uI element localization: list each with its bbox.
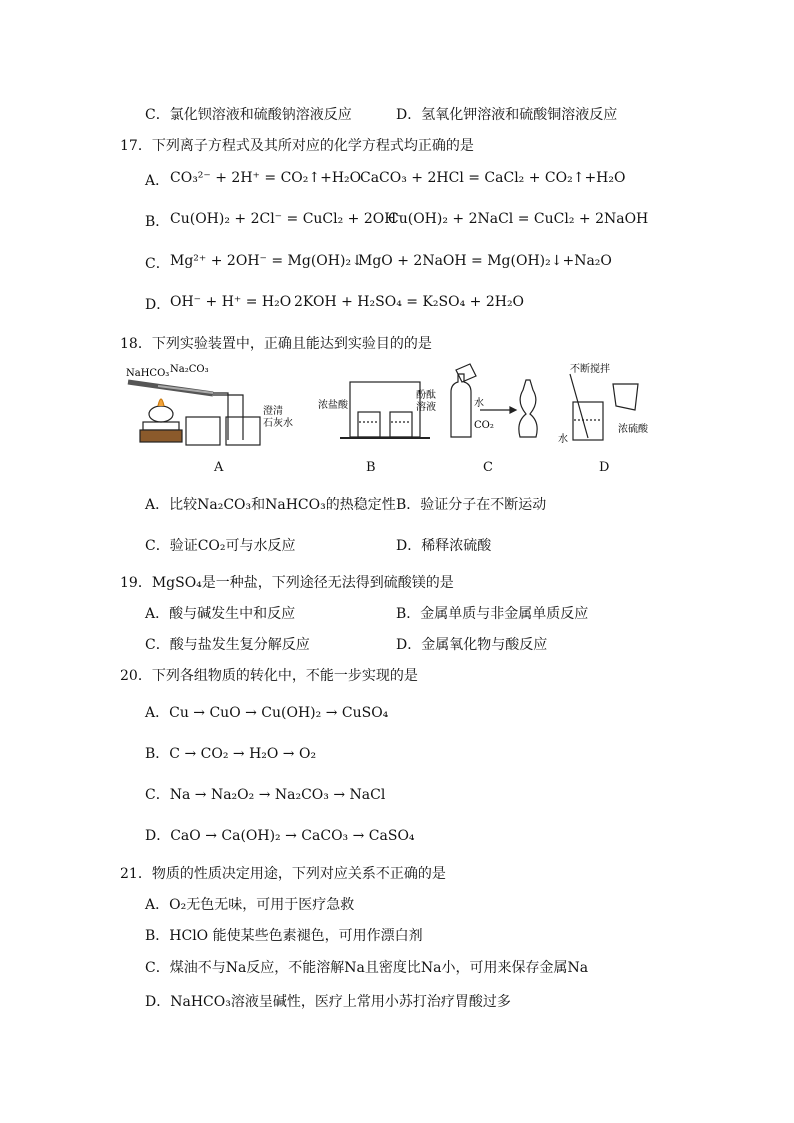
q19-option-d: D．金属氧化物与酸反应 bbox=[396, 637, 548, 653]
fig-d-label-water: 水 bbox=[558, 434, 568, 445]
fig-b-label-hcl: 浓盐酸 bbox=[318, 400, 348, 411]
q18-option-a: A．比较Na₂CO₃和NaHCO₃的热稳定性 bbox=[145, 497, 396, 513]
q21-option-b: B．HClO 能使某些色素褪色，可用作漂白剂 bbox=[145, 928, 423, 944]
fig-b-beaker-left bbox=[358, 412, 380, 437]
q17-option-b-chem: Cu(OH)₂ + 2NaCl = CuCl₂ + 2NaOH bbox=[388, 211, 649, 227]
fig-caption-a: A bbox=[214, 460, 224, 475]
fig-b-beaker-right bbox=[390, 412, 412, 437]
q18-option-c: C．验证CO₂可与水反应 bbox=[145, 538, 296, 554]
q21-option-a: A．O₂无色无味，可用于医疗急救 bbox=[145, 897, 355, 913]
fig-caption-d: D bbox=[599, 460, 610, 475]
fig-c-squeezed-bottle bbox=[519, 380, 537, 437]
q17-option-d-chem: 2KOH + H₂SO₄ = K₂SO₄ + 2H₂O bbox=[294, 294, 525, 310]
q18-apparatus-figure bbox=[118, 362, 658, 474]
fig-c-pouring-beaker bbox=[456, 364, 476, 382]
q17-option-a-ionic: CO₃²⁻ + 2H⁺ = CO₂↑+H₂O bbox=[170, 170, 362, 186]
q18-option-d: D．稀释浓硫酸 bbox=[396, 538, 492, 554]
fig-a-beaker-1 bbox=[186, 417, 220, 445]
fig-c-label-water: 水 bbox=[474, 398, 484, 409]
fig-a-stand-base bbox=[143, 422, 179, 430]
q17-option-a-chem: CaCO₃ + 2HCl = CaCl₂ + CO₂↑+H₂O bbox=[360, 170, 626, 186]
fig-c-label-co2: CO₂ bbox=[474, 420, 494, 431]
fig-a-label-na2co3: Na₂CO₃ bbox=[170, 364, 209, 375]
fig-c-bottle-1 bbox=[451, 374, 471, 437]
q19-option-b: B．金属单质与非金属单质反应 bbox=[396, 606, 589, 622]
q20-option-c: C．Na → Na₂O₂ → Na₂CO₃ → NaCl bbox=[145, 787, 386, 803]
fig-a-burner bbox=[149, 406, 173, 422]
q17-option-d-label: D． bbox=[145, 297, 171, 313]
q16-option-d: D．氢氧化钾溶液和硫酸铜溶液反应 bbox=[396, 107, 618, 123]
q20-option-b: B．C → CO₂ → H₂O → O₂ bbox=[145, 746, 317, 762]
q21-option-d: D．NaHCO₃溶液呈碱性，医疗上常用小苏打治疗胃酸过多 bbox=[145, 994, 511, 1010]
fig-caption-b: B bbox=[366, 460, 376, 475]
q21-stem: 21．物质的性质决定用途，下列对应关系不正确的是 bbox=[120, 866, 446, 882]
q16-option-c: C．氯化钡溶液和硫酸钠溶液反应 bbox=[145, 107, 352, 123]
q17-option-c-chem: MgO + 2NaOH = Mg(OH)₂↓+Na₂O bbox=[358, 253, 612, 269]
fig-b-bell-jar bbox=[350, 382, 420, 437]
fig-c-arrowhead bbox=[510, 407, 516, 413]
fig-b-label-phenol: 酚酞溶液 bbox=[416, 390, 436, 413]
q21-option-c: C．煤油不与Na反应，不能溶解Na且密度比Na小，可用来保存金属Na bbox=[145, 960, 589, 976]
q19-option-c: C．酸与盐发生复分解反应 bbox=[145, 637, 310, 653]
q18-stem: 18．下列实验装置中，正确且能达到实验目的的是 bbox=[120, 336, 432, 352]
fig-a-flame bbox=[158, 399, 164, 406]
q17-option-b-ionic: Cu(OH)₂ + 2Cl⁻ = CuCl₂ + 2OH⁻ bbox=[170, 211, 404, 227]
q19-option-a: A．酸与碱发生中和反应 bbox=[145, 606, 296, 622]
q19-stem: 19．MgSO₄是一种盐，下列途径无法得到硫酸镁的是 bbox=[120, 575, 454, 591]
fig-a-label-nahco3: NaHCO₃ bbox=[126, 368, 170, 379]
fig-d-label-stir: 不断搅拌 bbox=[570, 364, 610, 375]
q17-option-b-label: B． bbox=[145, 214, 170, 230]
fig-a-label-limewater: 澄清石灰水 bbox=[263, 406, 293, 429]
q20-stem: 20．下列各组物质的转化中，不能一步实现的是 bbox=[120, 668, 418, 684]
fig-a-wood-block bbox=[140, 430, 182, 442]
q17-option-c-label: C． bbox=[145, 256, 170, 272]
q18-option-b: B．验证分子在不断运动 bbox=[396, 497, 547, 513]
fig-d-beaker bbox=[573, 402, 603, 440]
q17-option-c-ionic: Mg²⁺ + 2OH⁻ = Mg(OH)₂↓ bbox=[170, 253, 363, 269]
fig-caption-c: C bbox=[483, 460, 493, 475]
q20-option-a: A．Cu → CuO → Cu(OH)₂ → CuSO₄ bbox=[145, 705, 389, 721]
q17-stem: 17．下列离子方程式及其所对应的化学方程式均正确的是 bbox=[120, 138, 474, 154]
q17-option-d-ionic: OH⁻ + H⁺ = H₂O bbox=[170, 294, 292, 310]
fig-d-label-acid: 浓硫酸 bbox=[618, 424, 648, 435]
fig-d-acid-beaker bbox=[613, 384, 638, 410]
q20-option-d: D．CaO → Ca(OH)₂ → CaCO₃ → CaSO₄ bbox=[145, 828, 415, 844]
q17-option-a-label: A． bbox=[145, 173, 170, 189]
